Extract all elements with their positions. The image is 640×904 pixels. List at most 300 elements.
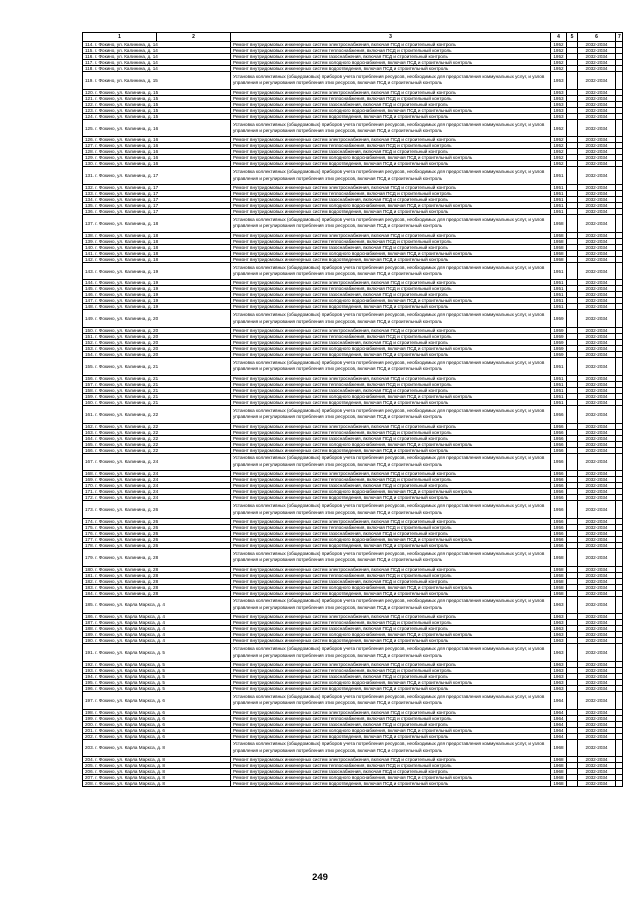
address-text: г. Фокино, ул. Калинина, д. 21 [95, 381, 159, 387]
year-cell: 1952 [551, 137, 567, 143]
period-cell: 2032-2034 [578, 280, 616, 286]
period-cell: 2032-2034 [578, 149, 616, 155]
work-cell: Ремонт внутридомовых инженерных систем холодного водоснабжения, включая ПСД и строительный контроль [231, 250, 551, 256]
year-cell: 1956 [551, 423, 567, 429]
row-number: 121. [85, 95, 94, 101]
address-text: г. Фокино, ул. Карла Маркса, д. 5 [95, 650, 165, 656]
row-number: 185. [85, 602, 94, 608]
row-number: 200. [85, 721, 94, 727]
work-cell: Ремонт внутридомовых инженерных систем холодного водоснабжения, включая ПСД и строительный контроль [231, 489, 551, 495]
year-cell: 1958 [551, 590, 567, 596]
year-cell: 1951 [551, 197, 567, 203]
empty-cell [616, 501, 623, 519]
address-text: г. Фокино, ул. Калинина, д. 28 [95, 572, 159, 578]
year-cell: 1963 [551, 626, 567, 632]
year-cell: 1956 [551, 435, 567, 441]
work-cell: Ремонт внутридомовых инженерных систем электроснабжения, включая ПСД и строительный контроль [231, 328, 551, 334]
address-text: г. Фокино, ул. Калинина, д. 17 [95, 173, 159, 179]
address-text: г. Фокино, ул. Калинина, д. 18 [95, 244, 159, 250]
work-cell: Ремонт внутридомовых инженерных систем водоотведения, включая ПСД и строительный контроль [231, 733, 551, 739]
address-text: г. Фокино, ул. Калинина, д. 18 [95, 250, 159, 256]
work-cell: Ремонт внутридомовых инженерных систем газоснабжения, включая ПСД и строительный контроль [231, 435, 551, 441]
work-cell: Ремонт внутридомовых инженерных систем электроснабжения, включая ПСД и строительный контроль [231, 614, 551, 620]
address-cell [83, 358, 231, 376]
table-row [83, 119, 623, 137]
address-cell [83, 215, 231, 233]
year-cell: 1963 [551, 661, 567, 667]
year-cell: 1951 [551, 298, 567, 304]
period-cell: 2032-2034 [578, 775, 616, 781]
table-row [83, 167, 623, 185]
row-number: 131. [85, 173, 94, 179]
period-cell: 2032-2034 [578, 215, 616, 233]
period-cell: 2032-2034 [578, 60, 616, 66]
table-row [83, 596, 623, 614]
address-text: г. Фокино, ул. Калинина, д. 28 [95, 554, 159, 560]
row-number: 204. [85, 757, 94, 763]
year-cell: 1953 [551, 113, 567, 119]
period-cell: 2032-2034 [578, 238, 616, 244]
address-text: г. Фокино, ул. Карла Маркса, д. 8 [95, 769, 165, 775]
year-cell: 1951 [551, 262, 567, 280]
work-cell: Ремонт внутридомовых инженерных систем теплоснабжения, включая ПСД и строительный контроль [231, 48, 551, 54]
period-cell: 2032-2034 [578, 334, 616, 340]
empty-cell [567, 310, 578, 328]
address-text: г. Фокино, ул. Калинина, д. 28 [95, 590, 159, 596]
period-cell: 2032-2034 [578, 113, 616, 119]
row-number: 117. [85, 60, 94, 65]
row-number: 188. [85, 626, 94, 632]
work-cell: Установка коллективных (общедомовых) приборов учета потребления ресурсов, необходимых для предоставления коммунальных услуг, и узлов управления и регулирования потребления этих ресурсов, включая ПСД и строительный контроль [231, 262, 551, 280]
work-cell: Установка коллективных (общедомовых) приборов учета потребления ресурсов, необходимых для предоставления коммунальных услуг, и узлов управления и регулирования потребления этих ресурсов, включая ПСД и строительный контроль [231, 215, 551, 233]
table-row [83, 739, 623, 757]
year-cell: 1953 [551, 95, 567, 101]
row-number: 116. [85, 54, 94, 59]
address-text: г. Фокино, ул. Калинина, д. 17 [95, 191, 159, 197]
address-text: г. Фокино, ул. Калинина, д. 28 [95, 566, 159, 572]
year-cell: 1963 [551, 673, 567, 679]
period-cell: 2032-2034 [578, 358, 616, 376]
year-cell: 1956 [551, 447, 567, 453]
year-cell: 1958 [551, 584, 567, 590]
work-cell: Установка коллективных (общедомовых) приборов учета потребления ресурсов, необходимых для предоставления коммунальных услуг, и узлов управления и регулирования потребления этих ресурсов, включая ПСД и строительный контроль [231, 596, 551, 614]
row-number: 206. [85, 769, 94, 775]
row-number: 186. [85, 614, 94, 620]
period-cell: 2032-2034 [578, 679, 616, 685]
address-text: г. Фокино, ул. Калинина, д. 26 [95, 518, 159, 524]
period-cell: 2032-2034 [578, 691, 616, 709]
row-number: 191. [85, 650, 94, 656]
period-cell: 2032-2034 [578, 632, 616, 638]
period-cell: 2032-2034 [578, 495, 616, 501]
year-cell: 1952 [551, 149, 567, 155]
row-number: 149. [85, 316, 94, 322]
period-cell: 2032-2034 [578, 232, 616, 238]
address-text: г. Фокино, ул. Калинина, д. 20 [95, 316, 159, 322]
work-cell: Ремонт внутридомовых инженерных систем электроснабжения, включая ПСД и строительный контроль [231, 518, 551, 524]
address-text: г. Фокино, ул. Калинина, д. 26 [95, 536, 159, 542]
period-cell: 2032-2034 [578, 709, 616, 715]
year-cell: 1951 [551, 209, 567, 215]
year-cell: 1951 [551, 393, 567, 399]
row-number: 180. [85, 566, 94, 572]
work-cell: Ремонт внутридомовых инженерных систем водоотведения, включая ПСД и строительный контроль [231, 590, 551, 596]
row-number: 118. [85, 66, 94, 71]
year-cell: 1951 [551, 381, 567, 387]
empty-cell [616, 167, 623, 185]
work-cell: Ремонт внутридомовых инженерных систем газоснабжения, включая ПСД и строительный контроль [231, 387, 551, 393]
work-cell: Ремонт внутридомовых инженерных систем газоснабжения, включая ПСД и строительный контроль [231, 340, 551, 346]
year-cell: 1951 [551, 358, 567, 376]
row-number: 202. [85, 733, 94, 739]
table-row [83, 262, 623, 280]
address-text: г. Фокино, ул. Калинина, д. 15 [95, 107, 159, 113]
period-cell: 2032-2034 [578, 763, 616, 769]
empty-cell [616, 405, 623, 423]
table-row [83, 358, 623, 376]
work-cell: Ремонт внутридомовых инженерных систем водоотведения, включая ПСД и строительный контроль [231, 781, 551, 787]
period-cell: 2032-2034 [578, 685, 616, 691]
row-number: 124. [85, 113, 94, 119]
address-text: г. Фокино, ул. Калинина, д. 16 [95, 137, 159, 143]
year-cell: 1963 [551, 632, 567, 638]
address-text: г. Фокино, ул. Калинина, д. 20 [95, 340, 159, 346]
header-row [83, 33, 623, 42]
row-number: 179. [85, 554, 94, 560]
empty-cell [567, 405, 578, 423]
row-number: 193. [85, 667, 94, 673]
year-cell: 1963 [551, 667, 567, 673]
year-cell: 1968 [551, 739, 567, 757]
period-cell: 2032-2034 [578, 137, 616, 143]
period-cell: 2032-2034 [578, 477, 616, 483]
period-cell: 2032-2034 [578, 42, 616, 48]
work-cell: Ремонт внутридомовых инженерных систем теплоснабжения, включая ПСД и строительный контроль [231, 620, 551, 626]
address-text: г. Фокино, ул. Калинина, д. 22 [95, 435, 159, 441]
work-cell: Установка коллективных (общедомовых) приборов учета потребления ресурсов, необходимых для предоставления коммунальных услуг, и узлов управления и регулирования потребления этих ресурсов, включая ПСД и строительный контроль [231, 501, 551, 519]
period-cell: 2032-2034 [578, 518, 616, 524]
address-text: г. Фокино, ул. Калинина, д. 26 [95, 530, 159, 536]
row-number: 163. [85, 429, 94, 435]
work-cell: Ремонт внутридомовых инженерных систем холодного водоснабжения, включая ПСД и строительный контроль [231, 584, 551, 590]
empty-cell [567, 596, 578, 614]
address-text: г. Фокино, ул. Калинина, д. 26 [95, 507, 159, 513]
period-cell: 2032-2034 [578, 101, 616, 107]
address-text: г. Фокино, ул. Калинина, д. 20 [95, 352, 159, 358]
work-cell: Ремонт внутридомовых инженерных систем газоснабжения, включая ПСД и строительный контроль [231, 244, 551, 250]
row-number: 175. [85, 524, 94, 530]
period-cell: 2032-2034 [578, 644, 616, 662]
row-number: 139. [85, 238, 94, 244]
empty-cell [616, 262, 623, 280]
row-number: 156. [85, 375, 94, 381]
row-number: 203. [85, 745, 94, 751]
row-number: 146. [85, 292, 94, 298]
table-row [83, 72, 623, 90]
address-cell [83, 548, 231, 566]
period-cell: 2032-2034 [578, 435, 616, 441]
address-text: г. Фокино, ул. Карла Маркса, д. 5 [95, 685, 165, 691]
table-row [83, 215, 623, 233]
period-cell: 2032-2034 [578, 429, 616, 435]
work-cell: Ремонт внутридомовых инженерных систем электроснабжения, включая ПСД и строительный контроль [231, 280, 551, 286]
period-cell: 2032-2034 [578, 638, 616, 644]
year-cell: 1958 [551, 256, 567, 262]
year-cell: 1951 [551, 375, 567, 381]
address-text: г. Фокино, ул. Карла Маркса, д. 8 [95, 775, 165, 781]
period-cell: 2032-2034 [578, 739, 616, 757]
row-number: 176. [85, 530, 94, 536]
address-text: г. Фокино, ул. Карла Маркса, д. 6 [95, 709, 165, 715]
year-cell: 1952 [551, 42, 567, 48]
row-number: 125. [85, 125, 94, 131]
address-text: г. Фокино, ул. Калинина, д. 14 [94, 48, 158, 53]
empty-cell [616, 596, 623, 614]
year-cell: 1952 [551, 143, 567, 149]
work-cell: Ремонт внутридомовых инженерных систем электроснабжения, включая ПСД и строительный контроль [231, 137, 551, 143]
period-cell: 2032-2034 [578, 667, 616, 673]
period-cell: 2032-2034 [578, 143, 616, 149]
year-cell: 1958 [551, 548, 567, 566]
work-cell: Установка коллективных (общедомовых) приборов учета потребления ресурсов, необходимых для предоставления коммунальных услуг, и узлов управления и регулирования потребления этих ресурсов, включая ПСД и строительный контроль [231, 358, 551, 376]
row-number: 207. [85, 775, 94, 781]
year-cell: 1963 [551, 638, 567, 644]
year-cell: 1964 [551, 715, 567, 721]
row-number: 150. [85, 328, 94, 334]
address-text: г. Фокино, ул. Калинина, д. 16 [95, 155, 159, 161]
table-header [83, 33, 623, 42]
work-cell: Ремонт внутридомовых инженерных систем холодного водоснабжения, включая ПСД и строительный контроль [231, 60, 551, 66]
work-cell: Ремонт внутридомовых инженерных систем водоотведения, включая ПСД и строительный контроль [231, 638, 551, 644]
period-cell: 2032-2034 [578, 524, 616, 530]
address-text: г. Фокино, ул. Карла Маркса, д. 4 [95, 620, 165, 626]
table-row [83, 548, 623, 566]
work-cell: Установка коллективных (общедомовых) приборов учета потребления ресурсов, необходимых для предоставления коммунальных услуг, и узлов управления и регулирования потребления этих ресурсов, включая ПСД и строительный контроль [231, 453, 551, 471]
address-text: г. Фокино, ул. Калинина, д. 18 [95, 232, 159, 238]
address-text: г. Фокино, ул. Калинина, д. 14 [94, 60, 158, 65]
year-cell: 1956 [551, 477, 567, 483]
year-cell: 1952 [551, 155, 567, 161]
year-cell: 1963 [551, 620, 567, 626]
empty-cell [616, 358, 623, 376]
row-number: 120. [85, 89, 94, 95]
period-cell: 2032-2034 [578, 191, 616, 197]
row-number: 177. [85, 536, 94, 542]
address-text: г. Фокино, ул. Калинина, д. 24 [95, 471, 159, 477]
work-cell: Ремонт внутридомовых инженерных систем электроснабжения, включая ПСД и строительный контроль [231, 423, 551, 429]
address-text: г. Фокино, ул. Карла Маркса, д. 6 [95, 733, 165, 739]
work-cell: Ремонт внутридомовых инженерных систем теплоснабжения, включая ПСД и строительный контроль [231, 286, 551, 292]
period-cell: 2032-2034 [578, 572, 616, 578]
year-cell: 1959 [551, 346, 567, 352]
address-text: г. Фокино, ул. Калинина, д. 28 [95, 584, 159, 590]
address-text: г. Фокино, ул. Калинина, д. 24 [95, 477, 159, 483]
work-cell: Ремонт внутридомовых инженерных систем газоснабжения, включая ПСД и строительный контроль [231, 483, 551, 489]
work-cell: Ремонт внутридомовых инженерных систем водоотведения, включая ПСД и строительный контроль [231, 209, 551, 215]
row-number: 168. [85, 471, 94, 477]
period-cell: 2032-2034 [578, 262, 616, 280]
address-text: г. Фокино, ул. Калинина, д. 18 [95, 238, 159, 244]
row-number: 122. [85, 101, 94, 107]
address-cell [83, 501, 231, 519]
row-number: 155. [85, 363, 94, 369]
year-cell: 1958 [551, 572, 567, 578]
work-cell: Ремонт внутридомовых инженерных систем теплоснабжения, включая ПСД и строительный контроль [231, 429, 551, 435]
empty-cell [567, 739, 578, 757]
work-cell: Ремонт внутридомовых инженерных систем водоотведения, включая ПСД и строительный контроль [231, 113, 551, 119]
empty-cell [567, 644, 578, 662]
row-number: 138. [85, 232, 94, 238]
work-cell: Ремонт внутридомовых инженерных систем электроснабжения, включая ПСД и строительный контроль [231, 757, 551, 763]
period-cell: 2032-2034 [578, 405, 616, 423]
row-number: 135. [85, 203, 94, 209]
address-text: г. Фокино, ул. Карла Маркса, д. 5 [95, 679, 165, 685]
work-cell: Ремонт внутридомовых инженерных систем газоснабжения, включая ПСД и строительный контроль [231, 530, 551, 536]
period-cell: 2032-2034 [578, 346, 616, 352]
address-text: г. Фокино, ул. Калинина, д. 21 [95, 363, 159, 369]
address-text: г. Фокино, ул. Калинина, д. 22 [95, 411, 159, 417]
period-cell: 2032-2034 [578, 733, 616, 739]
work-cell: Ремонт внутридомовых инженерных систем газоснабжения, включая ПСД и строительный контроль [231, 292, 551, 298]
period-cell: 2032-2034 [578, 769, 616, 775]
period-cell: 2032-2034 [578, 89, 616, 95]
work-cell: Ремонт внутридомовых инженерных систем водоотведения, включая ПСД и строительный контроль [231, 352, 551, 358]
address-text: г. Фокино, ул. Калинина, д. 14 [94, 54, 158, 59]
work-cell: Ремонт внутридомовых инженерных систем газоснабжения, включая ПСД и строительный контроль [231, 101, 551, 107]
row-number: 165. [85, 441, 94, 447]
header-cell-4: 4 [551, 33, 567, 42]
row-number: 126. [85, 137, 94, 143]
row-number: 184. [85, 590, 94, 596]
address-cell [83, 739, 231, 757]
table-row [83, 501, 623, 519]
work-cell: Установка коллективных (общедомовых) приборов учета потребления ресурсов, необходимых для предоставления коммунальных услуг, и узлов управления и регулирования потребления этих ресурсов, включая ПСД и строительный контроль [231, 739, 551, 757]
row-number: 132. [85, 185, 94, 191]
period-cell: 2032-2034 [578, 286, 616, 292]
row-number: 143. [85, 268, 94, 274]
empty-cell [567, 691, 578, 709]
work-cell: Ремонт внутридомовых инженерных систем холодного водоснабжения, включая ПСД и строительный контроль [231, 441, 551, 447]
year-cell: 1963 [551, 596, 567, 614]
period-cell: 2032-2034 [578, 256, 616, 262]
period-cell: 2032-2034 [578, 107, 616, 113]
period-cell: 2032-2034 [578, 161, 616, 167]
period-cell: 2032-2034 [578, 155, 616, 161]
work-cell: Ремонт внутридомовых инженерных систем водоотведения, включая ПСД и строительный контроль [231, 495, 551, 501]
year-cell: 1951 [551, 203, 567, 209]
address-text: г. Фокино, ул. Калинина, д. 20 [95, 346, 159, 352]
address-text: г. Фокино, ул. Карла Маркса, д. 5 [95, 673, 165, 679]
period-cell: 2032-2034 [578, 66, 616, 72]
row-number: 194. [85, 673, 94, 679]
address-text: г. Фокино, ул. Калинина, д. 22 [95, 423, 159, 429]
empty-cell [567, 72, 578, 90]
row-number: 167. [85, 459, 94, 465]
row-number: 148. [85, 304, 94, 310]
period-cell: 2032-2034 [578, 489, 616, 495]
work-cell: Ремонт внутридомовых инженерных систем теплоснабжения, включая ПСД и строительный контроль [231, 763, 551, 769]
row-number: 170. [85, 483, 94, 489]
address-cell [83, 596, 231, 614]
row-number: 208. [85, 781, 94, 787]
period-cell: 2032-2034 [578, 727, 616, 733]
period-cell: 2032-2034 [578, 423, 616, 429]
row-number: 152. [85, 340, 94, 346]
address-text: г. Фокино, ул. Калинина, д. 19 [95, 298, 159, 304]
empty-cell [616, 739, 623, 757]
year-cell: 1951 [551, 304, 567, 310]
period-cell: 2032-2034 [578, 250, 616, 256]
year-cell: 1963 [551, 644, 567, 662]
work-cell: Ремонт внутридомовых инженерных систем водоотведения, включая ПСД и строительный контроль [231, 399, 551, 405]
period-cell: 2032-2034 [578, 209, 616, 215]
empty-cell [567, 358, 578, 376]
empty-cell [616, 215, 623, 233]
year-cell: 1964 [551, 709, 567, 715]
work-cell: Установка коллективных (общедомовых) приборов учета потребления ресурсов, необходимых для предоставления коммунальных услуг, и узлов управления и регулирования потребления этих ресурсов, включая ПСД и строительный контроль [231, 72, 551, 90]
year-cell: 1968 [551, 763, 567, 769]
address-text: г. Фокино, ул. Калинина, д. 19 [95, 268, 159, 274]
work-cell: Ремонт внутридомовых инженерных систем теплоснабжения, включая ПСД и строительный контроль [231, 524, 551, 530]
empty-cell [616, 119, 623, 137]
period-cell: 2032-2034 [578, 614, 616, 620]
empty-cell [567, 215, 578, 233]
table-body [83, 42, 623, 787]
work-cell: Ремонт внутридомовых инженерных систем электроснабжения, включая ПСД и строительный контроль [231, 375, 551, 381]
address-text: г. Фокино, ул. Калинина, д. 17 [95, 209, 159, 215]
address-text: г. Фокино, ул. Калинина, д. 15 [94, 77, 158, 83]
year-cell: 1959 [551, 328, 567, 334]
work-cell: Установка коллективных (общедомовых) приборов учета потребления ресурсов, необходимых для предоставления коммунальных услуг, и узлов управления и регулирования потребления этих ресурсов, включая ПСД и строительный контроль [231, 691, 551, 709]
year-cell: 1959 [551, 334, 567, 340]
period-cell: 2032-2034 [578, 381, 616, 387]
work-cell: Ремонт внутридомовых инженерных систем холодного водоснабжения, включая ПСД и строительный контроль [231, 632, 551, 638]
address-text: г. Фокино, ул. Калинина, д. 22 [95, 447, 159, 453]
header-cell-1: 1 [83, 33, 157, 42]
empty-cell [616, 310, 623, 328]
year-cell: 1951 [551, 292, 567, 298]
address-text: г. Фокино, ул. Калинина, д. 28 [95, 578, 159, 584]
work-cell: Ремонт внутридомовых инженерных систем электроснабжения, включая ПСД и строительный контроль [231, 42, 551, 48]
work-cell: Ремонт внутридомовых инженерных систем водоотведения, включая ПСД и строительный контроль [231, 304, 551, 310]
period-cell: 2032-2034 [578, 167, 616, 185]
work-cell: Ремонт внутридомовых инженерных систем холодного водоснабжения, включая ПСД и строительный контроль [231, 727, 551, 733]
empty-cell [567, 453, 578, 471]
work-cell: Ремонт внутридомовых инженерных систем холодного водоснабжения, включая ПСД и строительный контроль [231, 155, 551, 161]
year-cell: 1952 [551, 119, 567, 137]
address-text: г. Фокино, ул. Карла Маркса, д. 8 [95, 763, 165, 769]
address-text: г. Фокино, ул. Калинина, д. 17 [95, 185, 159, 191]
year-cell: 1956 [551, 536, 567, 542]
address-text: г. Фокино, ул. Калинина, д. 21 [95, 375, 159, 381]
work-cell: Ремонт внутридомовых инженерных систем теплоснабжения, включая ПСД и строительный контроль [231, 95, 551, 101]
row-number: 172. [85, 495, 94, 501]
year-cell: 1958 [551, 238, 567, 244]
address-text: г. Фокино, ул. Калинина, д. 16 [95, 149, 159, 155]
period-cell: 2032-2034 [578, 626, 616, 632]
year-cell: 1956 [551, 518, 567, 524]
address-text: г. Фокино, ул. Калинина, д. 24 [95, 495, 159, 501]
row-number: 114. [85, 42, 94, 47]
year-cell: 1968 [551, 781, 567, 787]
period-cell: 2032-2034 [578, 673, 616, 679]
row-number: 183. [85, 584, 94, 590]
address-text: г. Фокино, ул. Калинина, д. 20 [95, 328, 159, 334]
address-text: г. Фокино, ул. Калинина, д. 24 [95, 459, 159, 465]
row-number: 160. [85, 399, 94, 405]
work-cell: Ремонт внутридомовых инженерных систем холодного водоснабжения, включая ПСД и строительный контроль [231, 346, 551, 352]
row-number: 129. [85, 155, 94, 161]
